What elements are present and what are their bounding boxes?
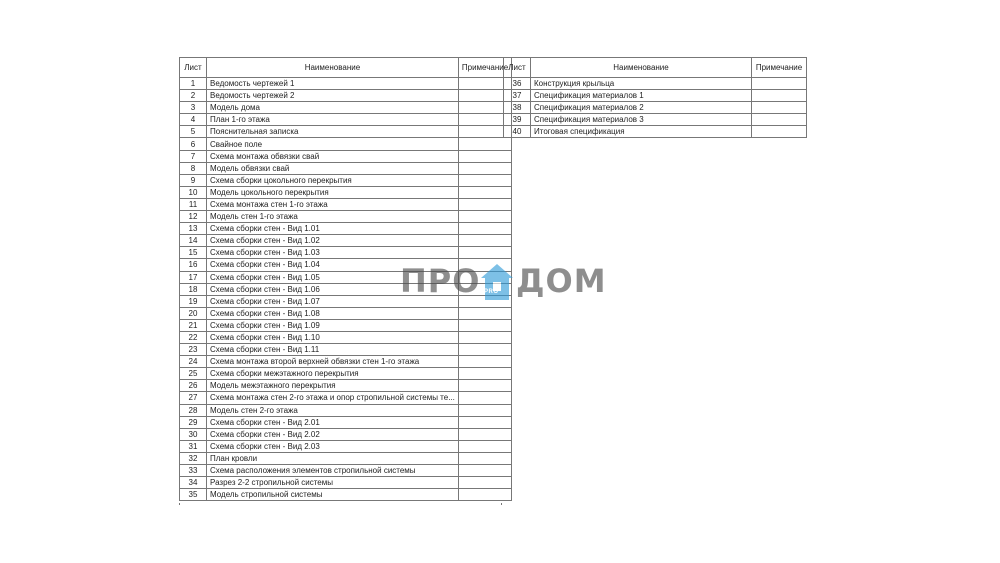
table-row: [180, 174, 512, 186]
row-sheet-name: Пояснительная записка: [207, 126, 459, 138]
row-sheet-note: [458, 211, 511, 223]
row-sheet-number: 4: [180, 114, 207, 126]
header-name: Наименование: [531, 58, 752, 78]
row-sheet-name: Модель дома: [207, 102, 459, 114]
table-row: [504, 102, 807, 114]
row-sheet-note: [458, 247, 511, 259]
row-sheet-number: 20: [180, 307, 207, 319]
row-sheet-name: Схема сборки стен - Вид 1.02: [207, 235, 459, 247]
row-sheet-name: Схема сборки стен - Вид 1.11: [207, 344, 459, 356]
row-sheet-number: 14: [180, 235, 207, 247]
row-sheet-number: 18: [180, 283, 207, 295]
row-sheet-number: 34: [180, 477, 207, 489]
row-sheet-note: [458, 331, 511, 343]
row-sheet-note: [458, 465, 511, 477]
row-sheet-number: 22: [180, 331, 207, 343]
row-sheet-number: 12: [180, 211, 207, 223]
row-sheet-note: [458, 319, 511, 331]
row-sheet-number: 39: [504, 114, 531, 126]
row-sheet-number: 24: [180, 356, 207, 368]
row-sheet-note: [752, 78, 807, 90]
row-sheet-name: Схема сборки стен - Вид 1.04: [207, 259, 459, 271]
row-sheet-number: 33: [180, 465, 207, 477]
row-sheet-number: 8: [180, 162, 207, 174]
row-sheet-name: Схема сборки стен - Вид 1.01: [207, 223, 459, 235]
row-sheet-note: [458, 223, 511, 235]
row-sheet-note: [458, 489, 511, 501]
row-sheet-number: 30: [180, 428, 207, 440]
row-sheet-name: Схема расположения элементов стропильной системы: [207, 465, 459, 477]
logo-subtext: PRO: [484, 289, 499, 295]
row-sheet-note: [458, 404, 511, 416]
row-sheet-number: 9: [180, 174, 207, 186]
row-sheet-number: 27: [180, 392, 207, 404]
row-sheet-name: Спецификация материалов 1: [531, 90, 752, 102]
row-sheet-name: План 1-го этажа: [207, 114, 459, 126]
table-row: [180, 404, 512, 416]
row-sheet-note: [458, 174, 511, 186]
table-row: [180, 331, 512, 343]
row-sheet-number: 5: [180, 126, 207, 138]
row-sheet-name: Модель стен 1-го этажа: [207, 211, 459, 223]
row-sheet-number: 17: [180, 271, 207, 283]
header-note: Примечание: [458, 58, 511, 78]
row-sheet-number: 1: [180, 78, 207, 90]
row-sheet-note: [458, 452, 511, 464]
row-sheet-note: [752, 114, 807, 126]
row-sheet-note: [458, 416, 511, 428]
row-sheet-note: [458, 392, 511, 404]
row-sheet-name: Модель стен 2-го этажа: [207, 404, 459, 416]
table-row: [180, 489, 512, 501]
table-row: [180, 198, 512, 210]
watermark-logo: [400, 262, 607, 302]
table-row: [180, 344, 512, 356]
table-row: [180, 78, 512, 90]
table-trailing-row: [179, 503, 502, 505]
row-sheet-name: Схема сборки стен - Вид 2.01: [207, 416, 459, 428]
row-sheet-number: 29: [180, 416, 207, 428]
table-row: [180, 211, 512, 223]
table-row: [180, 416, 512, 428]
table-row: [180, 138, 512, 150]
row-sheet-number: 19: [180, 295, 207, 307]
row-sheet-name: Ведомость чертежей 1: [207, 78, 459, 90]
row-sheet-note: [458, 368, 511, 380]
row-sheet-number: 16: [180, 259, 207, 271]
row-sheet-note: [458, 186, 511, 198]
header-name: Наименование: [207, 58, 459, 78]
row-sheet-name: Схема сборки стен - Вид 1.08: [207, 307, 459, 319]
row-sheet-name: Модель стропильной системы: [207, 489, 459, 501]
row-sheet-number: 6: [180, 138, 207, 150]
row-sheet-note: [458, 440, 511, 452]
table-row: [180, 307, 512, 319]
row-sheet-name: Схема монтажа стен 1-го этажа: [207, 198, 459, 210]
table-row: [180, 477, 512, 489]
row-sheet-number: 28: [180, 404, 207, 416]
row-sheet-name: Модель межэтажного перекрытия: [207, 380, 459, 392]
row-sheet-name: Модель обвязки свай: [207, 162, 459, 174]
row-sheet-name: Схема монтажа обвязки свай: [207, 150, 459, 162]
table-row: [180, 223, 512, 235]
row-sheet-name: Схема монтажа стен 2-го этажа и опор стропильной системы те...: [207, 392, 459, 404]
row-sheet-number: 7: [180, 150, 207, 162]
row-sheet-number: 25: [180, 368, 207, 380]
header-note: Примечание: [752, 58, 807, 78]
logo-text-dom: ДОМ: [516, 262, 607, 300]
row-sheet-number: 32: [180, 452, 207, 464]
table-row: [180, 356, 512, 368]
row-sheet-name: Спецификация материалов 2: [531, 102, 752, 114]
header-sheet: Лист: [504, 58, 531, 78]
table-header-row: [504, 58, 807, 78]
table-row: [180, 247, 512, 259]
table-row: [504, 114, 807, 126]
row-sheet-name: Разрез 2-2 стропильной системы: [207, 477, 459, 489]
table-row: [180, 452, 512, 464]
row-sheet-number: 40: [504, 126, 531, 138]
row-sheet-number: 11: [180, 198, 207, 210]
table-row: [180, 380, 512, 392]
row-sheet-name: Схема сборки стен - Вид 1.06: [207, 283, 459, 295]
table-row: [180, 186, 512, 198]
row-sheet-name: Итоговая спецификация: [531, 126, 752, 138]
row-sheet-note: [458, 356, 511, 368]
row-sheet-name: Схема сборки межэтажного перекрытия: [207, 368, 459, 380]
row-sheet-note: [458, 380, 511, 392]
row-sheet-name: Схема сборки стен - Вид 1.03: [207, 247, 459, 259]
table-body-right: [504, 78, 807, 138]
table-row: [180, 162, 512, 174]
row-sheet-number: 3: [180, 102, 207, 114]
row-sheet-note: [752, 102, 807, 114]
row-sheet-note: [458, 198, 511, 210]
table-header-row: [180, 58, 512, 78]
table-row: [180, 235, 512, 247]
row-sheet-number: 10: [180, 186, 207, 198]
table-row: [504, 126, 807, 138]
row-sheet-note: [458, 162, 511, 174]
row-sheet-note: [458, 235, 511, 247]
house-icon: [480, 262, 514, 302]
row-sheet-name: Схема сборки стен - Вид 2.03: [207, 440, 459, 452]
table-row: [180, 368, 512, 380]
logo-text-pro: ПРО: [400, 262, 481, 300]
row-sheet-name: Схема сборки цокольного перекрытия: [207, 174, 459, 186]
row-sheet-note: [458, 138, 511, 150]
table-row: [180, 90, 512, 102]
row-sheet-name: Спецификация материалов 3: [531, 114, 752, 126]
table-row: [180, 114, 512, 126]
row-sheet-number: 37: [504, 90, 531, 102]
row-sheet-number: 31: [180, 440, 207, 452]
row-sheet-name: Схема монтажа второй верхней обвязки стен 1-го этажа: [207, 356, 459, 368]
row-sheet-number: 26: [180, 380, 207, 392]
row-sheet-note: [458, 150, 511, 162]
table-row: [180, 126, 512, 138]
row-sheet-name: Ведомость чертежей 2: [207, 90, 459, 102]
table-row: [180, 150, 512, 162]
row-sheet-note: [458, 307, 511, 319]
table-row: [180, 465, 512, 477]
row-sheet-number: 38: [504, 102, 531, 114]
row-sheet-note: [458, 428, 511, 440]
row-sheet-number: 21: [180, 319, 207, 331]
table-row: [180, 428, 512, 440]
header-sheet: Лист: [180, 58, 207, 78]
row-sheet-name: Свайное поле: [207, 138, 459, 150]
row-sheet-name: Схема сборки стен - Вид 2.02: [207, 428, 459, 440]
row-sheet-number: 13: [180, 223, 207, 235]
table-row: [180, 102, 512, 114]
row-sheet-note: [752, 90, 807, 102]
row-sheet-number: 2: [180, 90, 207, 102]
table-row: [180, 319, 512, 331]
row-sheet-note: [458, 344, 511, 356]
row-sheet-note: [458, 477, 511, 489]
drawings-table-right: [503, 57, 807, 138]
row-sheet-name: Схема сборки стен - Вид 1.07: [207, 295, 459, 307]
table-row: [504, 90, 807, 102]
row-sheet-name: План кровли: [207, 452, 459, 464]
table-row: [504, 78, 807, 90]
table-row: [180, 392, 512, 404]
row-sheet-number: 36: [504, 78, 531, 90]
row-sheet-number: 15: [180, 247, 207, 259]
row-sheet-name: Схема сборки стен - Вид 1.05: [207, 271, 459, 283]
row-sheet-note: [752, 126, 807, 138]
row-sheet-number: 35: [180, 489, 207, 501]
table-row: [180, 440, 512, 452]
row-sheet-name: Конструкция крыльца: [531, 78, 752, 90]
row-sheet-name: Схема сборки стен - Вид 1.10: [207, 331, 459, 343]
row-sheet-name: Модель цокольного перекрытия: [207, 186, 459, 198]
row-sheet-name: Схема сборки стен - Вид 1.09: [207, 319, 459, 331]
row-sheet-number: 23: [180, 344, 207, 356]
